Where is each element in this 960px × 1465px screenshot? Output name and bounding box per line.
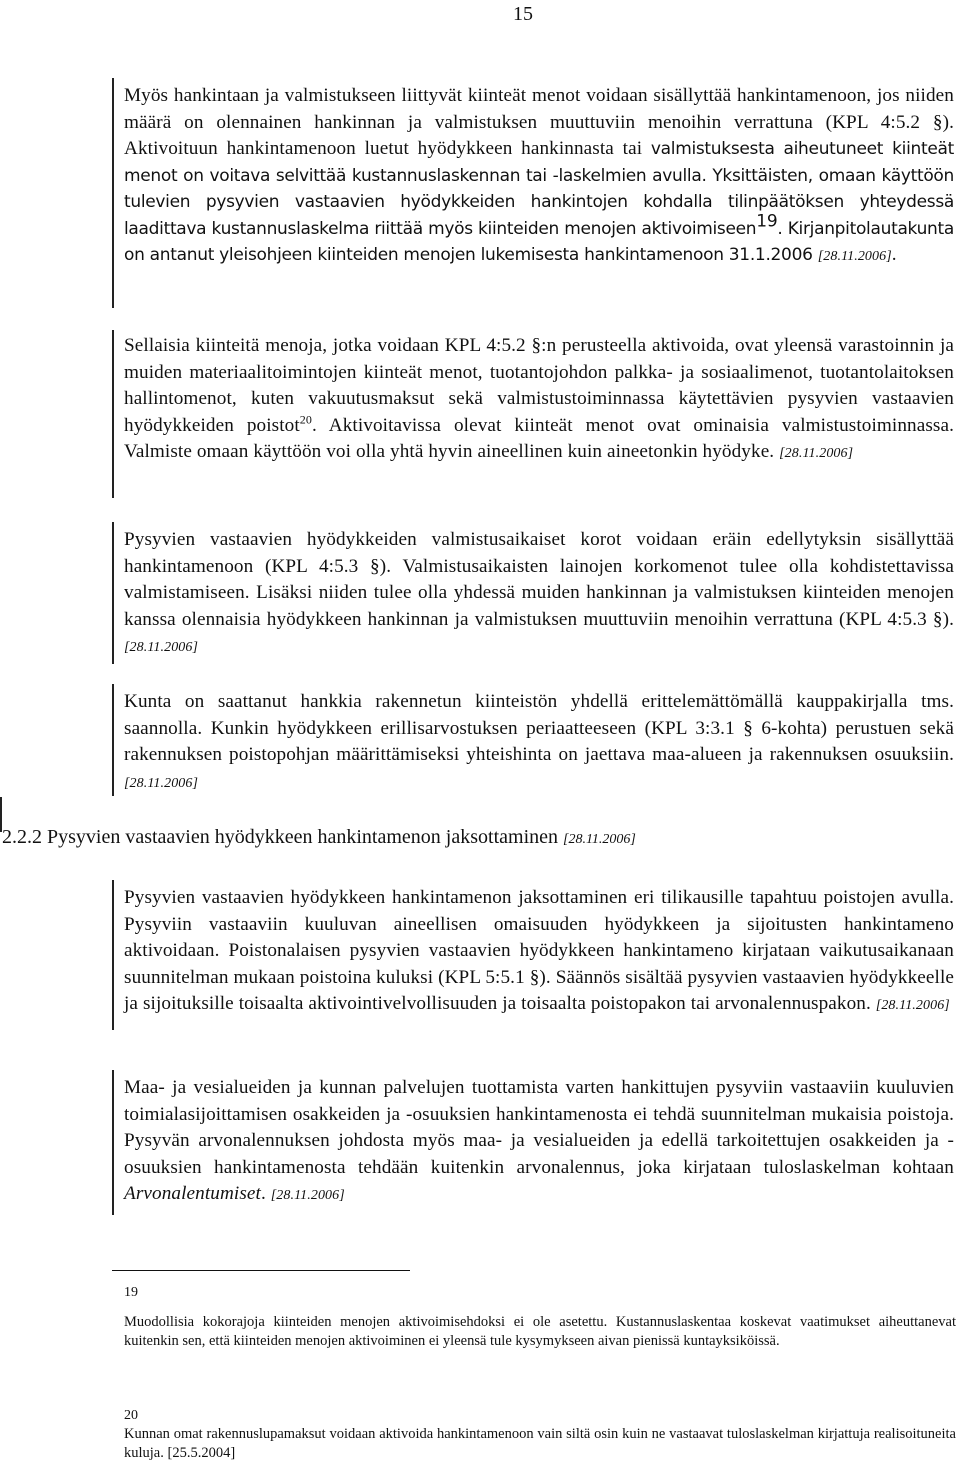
change-bar <box>112 1070 114 1215</box>
paragraph-text: Pysyvien vastaavien hyödykkeen hankintamenon jaksottaminen eri tilikausille tapahtuu poistojen avulla. Pysyviin vastaaviin kuuluvan aineellisen omaisuuden hyödykkeen ja sijoitusten hankintameno aktivoidaan. Poistonalaisen pysyvien vastaavien hyödykkeen hankintameno kirjataan vaikutusaikanaan suunnitelman mukaan poistoina kuluksi (KPL 5:5.1 §). Säännös sisältää pysyvien vastaavien hyödykkeelle ja sijoituksille toisaalta aktivointivelvollisuuden ja toisaalta poistopakon tai arvonalennuspakon. <box>124 887 954 1014</box>
change-bar <box>112 684 114 796</box>
footnote-rule <box>112 1270 410 1271</box>
paragraph-2 <box>124 333 954 468</box>
change-bar <box>112 522 114 664</box>
paragraph-text: valmistuksesta aiheutuneet kiinteät menot on voitava selvittää kustannuslaskennan tai -laskelmien avulla. Yksittäisten, omaan käyttöön tulevien pysyvien vastaavien hyödykkeiden hankintojen kohdalla tilinpäätöksen yhteydessä laadittava kustannuslaskelma riittää myös kiinteiden menojen aktivoimiseen <box>124 139 954 239</box>
heading-text: 2.2.2 Pysyvien vastaavien hyödykkeen hankintamenon jaksottaminen <box>2 826 563 848</box>
paragraph-1 <box>124 83 954 271</box>
paragraph-text: . Aktivoitavissa olevat kiinteät menot ovat ominaisia valmistustoiminnassa. Valmiste omaan käyttöön voi olla yhtä hyvin aineellinen kuin aineetonkin hyödyke. <box>124 414 954 462</box>
paragraph-text: Maa- ja vesialueiden ja kunnan palvelujen tuottamista varten hankittujen pysyviin vastaaviin kuuluvien toimialasijoittamisen osakkeiden ja -osuuksien hankintamenosta ei tehdä suunnitelman mukaisia poistoja. Pysyvän arvonalennuksen johdosta myös maa- ja vesialueiden ja edellä tarkoitettujen osakkeiden ja -osuuksien hankintamenosta tehdään kuitenkin arvonalennus, joka kirjataan tuloslaskelman kohtaan <box>124 1077 954 1178</box>
paragraph-text: Sellaisia kiinteitä menoja, jotka voidaan KPL 4:5.2 §:n perusteella aktivoida, ovat yleensä varastoinnin ja muiden materiaalitoimintojen kiinteät menot, tuotantojohdon palkka- ja sosiaalimenot, tuotantolaitoksen hallintomenot, kuten vakuutusmaksut sekä valmistustoiminnassa käytettävien pysyvien vastaavien hyödykkeiden poistot <box>124 335 954 436</box>
revision-date: [28.11.2006] <box>563 832 636 847</box>
period: . <box>891 244 897 265</box>
paragraph-text: Pysyvien vastaavien hyödykkeiden valmistusaikaiset korot voidaan eräin edellytyksin sisällyttää hankintamenoon (KPL 4:5.3 §). Valmistusaikaisten lainojen korkomenot tulee olla kohdistettavissa valmistamiseen. Lisäksi niiden tulee olla yhdessä muiden hankinnan ja valmistuksen kiinteiden menojen kanssa olennaisia hyödykkeen hankinnan ja valmistuksen muuttuviin menoihin verrattuna (KPL 4:5.3 §). <box>124 529 954 630</box>
footnote-ref-20[interactable]: 20 <box>299 412 312 427</box>
change-bar <box>112 78 114 308</box>
paragraph-text: Myös hankintaan ja valmistukseen liittyvät kiinteät menot voidaan sisällyttää hankintamenoon, jos niiden määrä on olennainen hankinnan ja valmistuksen muuttuviin menoihin verrattuna (KPL 4:5.2 §). Aktivoituun hankintamenoon luetut hyödykkeen hankinnasta tai <box>124 85 954 159</box>
paragraph-4 <box>124 689 954 797</box>
section-heading <box>2 824 636 853</box>
paragraph-text: . Kirjanpitolautakunta on antanut yleisohjeen kiinteiden menojen lukemisesta hankintamenoon 31.1.2006 <box>124 218 955 265</box>
revision-date: [28.11.2006] <box>817 249 892 264</box>
paragraph-3 <box>124 527 954 662</box>
footnote-number: 19 <box>124 1285 138 1300</box>
revision-date: [28.11.2006] <box>779 446 854 461</box>
italic-term: Arvonalentumiset <box>124 1183 261 1204</box>
change-bar <box>112 330 114 498</box>
revision-date: [28.11.2006] <box>124 640 199 655</box>
revision-date: [28.11.2006] <box>124 775 199 791</box>
revision-date: [28.11.2006] <box>875 998 950 1013</box>
page-number: 15 <box>513 3 533 25</box>
paragraph-text: Kunta on saattanut hankkia rakennetun kiinteistön yhdellä erittelemättömällä kauppakirjalla tms. saannolla. Kunkin hyödykkeen erillisarvostuksen periaatteeseen (KPL 3:3.1 § 6-kohta) perustuen sekä rakennuksen poistopohjan määrittämiseksi yhteishinta on jaettava maa-alueen ja rakennuksen osuuksiin. <box>124 691 954 765</box>
paragraph-6 <box>124 1075 954 1210</box>
footnote-number: 20 <box>124 1408 138 1423</box>
change-bar <box>112 880 114 1030</box>
footnote-text: Kunnan omat rakennuslupamaksut voidaan aktivoida hankintamenoon vain siltä osin kuin ne vastaavat tuloslaskelman kirjattuja realisoituneita kuluja. [25.5.2004] <box>124 1426 956 1461</box>
revision-date: [28.11.2006] <box>270 1188 345 1203</box>
paragraph-5 <box>124 885 954 1020</box>
period: . <box>260 1183 271 1204</box>
footnote-text: Muodollisia kokorajoja kiinteiden menojen aktivoimisehdoksi ei ole asetettu. Kustannuslaskentaa koskevat vaatimukset aiheuttanevat kuitenkin sen, että kiinteiden menojen aktivoiminen ei yleensä tule kysymykseen aivan pienissä kuntayksiköissä. <box>124 1314 956 1349</box>
footnote-ref-19[interactable]: 19 <box>756 211 778 232</box>
